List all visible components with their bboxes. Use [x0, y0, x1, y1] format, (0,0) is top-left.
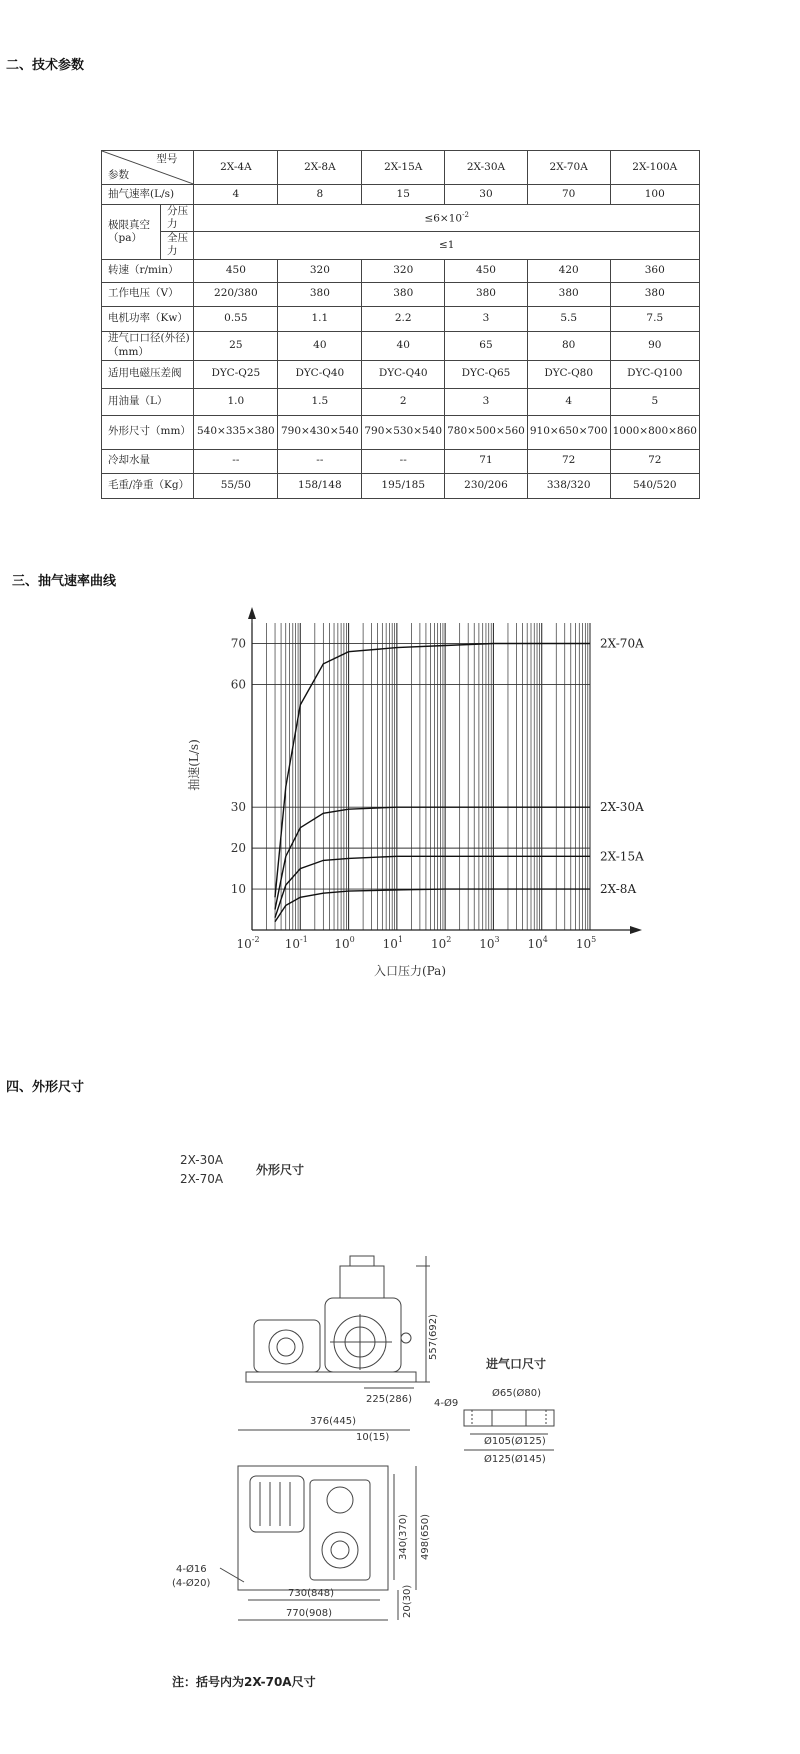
table-cell: 338/320	[527, 473, 610, 498]
header-model-label: 型号	[156, 153, 178, 165]
table-cell: 8	[278, 185, 362, 205]
drawing-model-2: 2X-70A	[180, 1172, 224, 1186]
inlet-d65-label: Ø65(Ø80)	[492, 1388, 541, 1399]
series-curve	[275, 807, 590, 909]
pump-plan-lower-inner	[331, 1541, 349, 1559]
table-cell: 4	[527, 388, 610, 415]
table-row	[102, 232, 700, 259]
spec-table	[101, 150, 700, 499]
inlet-holes-label: 4-Ø9	[434, 1398, 459, 1409]
pump-plan	[310, 1480, 370, 1580]
row-label: 转速（r/min）	[102, 259, 194, 282]
table-cell: 2	[362, 388, 445, 415]
table-row	[102, 360, 700, 388]
table-cell: 195/185	[362, 473, 445, 498]
table-cell: 450	[445, 259, 528, 282]
table-cell: 1.1	[278, 306, 362, 331]
table-row	[102, 306, 700, 331]
table-cell: 360	[610, 259, 699, 282]
pump-body	[325, 1298, 401, 1372]
table-cell: DYC-Q25	[194, 360, 278, 388]
table-cell: 72	[527, 449, 610, 473]
table-cell: 230/206	[445, 473, 528, 498]
base-plate	[246, 1372, 416, 1382]
section-title-curve: 三、抽气速率曲线	[12, 574, 117, 589]
plan-view	[172, 1416, 431, 1620]
motor-plan	[250, 1476, 304, 1532]
table-cell: 5.5	[527, 306, 610, 331]
table-cell: 71	[445, 449, 528, 473]
table-cell: 790×430×540	[278, 415, 362, 449]
chart-grid	[252, 623, 590, 930]
model-header: 2X-4A	[194, 151, 278, 185]
table-cell: 1.5	[278, 388, 362, 415]
dim-557-label: 557(692)	[428, 1314, 439, 1360]
table-row	[102, 331, 700, 360]
x-tick-label: $10^{-2}$	[236, 935, 260, 951]
table-cell: 70	[527, 185, 610, 205]
model-header: 2X-15A	[362, 151, 445, 185]
partial-exponent: -2	[462, 210, 469, 219]
x-tick-label: $10^3$	[479, 935, 500, 951]
table-cell: 380	[610, 282, 699, 306]
row-label: 毛重/净重（Kg）	[102, 473, 194, 498]
row-sublabel: 分压力	[161, 205, 194, 232]
table-row	[102, 282, 700, 306]
table-cell: 2.2	[362, 306, 445, 331]
inlet-d125-label: Ø125(Ø145)	[484, 1454, 546, 1465]
dim-340-label: 340(370)	[398, 1514, 409, 1560]
x-tick-label: $10^{-1}$	[284, 935, 308, 951]
drawing-model-1: 2X-30A	[180, 1153, 224, 1167]
inlet-title: 进气口尺寸	[486, 1357, 547, 1371]
motor-end-circle	[269, 1330, 303, 1364]
x-tick-label: $10^2$	[430, 935, 452, 951]
dim-730-label: 730(848)	[288, 1588, 334, 1599]
dim-770-label: 770(908)	[286, 1608, 332, 1619]
table-row	[102, 185, 700, 205]
holes-label: 4-Ø16	[176, 1564, 207, 1575]
table-row	[102, 449, 700, 473]
section-title-specs: 二、技术参数	[6, 58, 85, 73]
header-param-label: 参数	[108, 168, 129, 181]
pumping-speed-chart	[180, 605, 660, 1000]
row-label: 用油量（L）	[102, 388, 194, 415]
table-row	[102, 259, 700, 282]
row-label: 工作电压（V）	[102, 282, 194, 306]
table-cell: DYC-Q80	[527, 360, 610, 388]
table-cell: 320	[362, 259, 445, 282]
row-label: 抽气速率(L/s)	[102, 185, 194, 205]
table-cell: 30	[445, 185, 528, 205]
table-cell: 420	[527, 259, 610, 282]
y-tick-label: 20	[230, 841, 246, 856]
x-tick-label: $10^5$	[575, 935, 597, 951]
table-cell: 40	[278, 331, 362, 360]
table-cell: 158/148	[278, 473, 362, 498]
flange-bore	[492, 1410, 526, 1426]
series-label: 2X-30A	[600, 800, 644, 815]
table-cell: 380	[445, 282, 528, 306]
table-cell: 450	[194, 259, 278, 282]
motor-hub-circle	[277, 1338, 295, 1356]
series-curve	[275, 889, 590, 922]
series-label: 2X-70A	[600, 636, 644, 651]
row-sublabel: 全压力	[161, 232, 194, 259]
model-header: 2X-8A	[278, 151, 362, 185]
series-curve	[275, 644, 590, 898]
table-cell: DYC-Q65	[445, 360, 528, 388]
x-tick-label: $10^4$	[527, 935, 548, 951]
table-cell: DYC-Q40	[362, 360, 445, 388]
x-axis-label: 入口压力(Pa)	[373, 964, 447, 978]
table-cell: 7.5	[610, 306, 699, 331]
drawing-title: 外形尺寸	[256, 1163, 305, 1177]
leader-holes	[220, 1568, 244, 1582]
table-cell: --	[362, 449, 445, 473]
table-cell: DYC-Q40	[278, 360, 362, 388]
table-cell: 25	[194, 331, 278, 360]
table-cell-total-pressure: ≤1	[194, 232, 700, 259]
table-cell: --	[194, 449, 278, 473]
dim-10-label: 10(15)	[356, 1432, 390, 1443]
table-cell: 220/380	[194, 282, 278, 306]
dim-225-label: 225(286)	[366, 1394, 412, 1405]
table-cell-partial-pressure	[194, 205, 700, 232]
table-cell: 3	[445, 306, 528, 331]
dim-498-label: 498(650)	[420, 1514, 431, 1560]
partial-value: ≤6×10	[424, 212, 463, 225]
table-cell: 40	[362, 331, 445, 360]
row-label: 冷却水量	[102, 449, 194, 473]
model-header: 2X-70A	[527, 151, 610, 185]
model-header: 2X-100A	[610, 151, 699, 185]
table-cell: --	[278, 449, 362, 473]
table-cell: 100	[610, 185, 699, 205]
table-cell: 780×500×560	[445, 415, 528, 449]
chart-series	[275, 644, 590, 922]
table-cell: 1.0	[194, 388, 278, 415]
drain-knob	[401, 1333, 411, 1343]
model-header: 2X-30A	[445, 151, 528, 185]
table-cell: 80	[527, 331, 610, 360]
table-cell: 3	[445, 388, 528, 415]
table-header-row	[102, 151, 700, 185]
y-tick-label: 30	[230, 800, 246, 815]
table-cell: 55/50	[194, 473, 278, 498]
y-tick-label: 60	[230, 677, 246, 692]
outline-dimension-svg	[160, 1140, 640, 1740]
row-label: 极限真空（pa）	[102, 205, 161, 260]
x-tick-label: $10^0$	[334, 935, 355, 951]
header-diagonal-cell	[102, 151, 194, 185]
table-cell: 540/520	[610, 473, 699, 498]
pumping-speed-chart-svg	[180, 605, 660, 1000]
row-label: 电机功率（Kw）	[102, 306, 194, 331]
table-cell: 65	[445, 331, 528, 360]
table-cell: 910×650×700	[527, 415, 610, 449]
series-label: 2X-8A	[600, 882, 637, 897]
row-label: 外形尺寸（mm）	[102, 415, 194, 449]
table-row	[102, 388, 700, 415]
y-axis-label: 抽速(L/s)	[187, 739, 201, 791]
table-cell: 790×530×540	[362, 415, 445, 449]
row-label: 适用电磁压差阀	[102, 360, 194, 388]
inlet-flange	[350, 1256, 374, 1266]
inlet-flange-view	[434, 1356, 554, 1465]
x-axis-arrow-icon	[630, 926, 642, 934]
table-cell: 380	[278, 282, 362, 306]
table-cell: 320	[278, 259, 362, 282]
table-cell: 4	[194, 185, 278, 205]
series-label: 2X-15A	[600, 849, 644, 864]
x-tick-label: $10^1$	[382, 935, 404, 951]
pump-plan-upper-circle	[327, 1487, 353, 1513]
side-elevation-view	[246, 1256, 439, 1405]
table-row	[102, 415, 700, 449]
y-axis-arrow-icon	[248, 607, 256, 619]
table-cell: 540×335×380	[194, 415, 278, 449]
dim-376-label: 376(445)	[310, 1416, 356, 1427]
table-row	[102, 473, 700, 498]
series-curve	[275, 856, 590, 917]
pump-plan-lower-circle	[322, 1532, 358, 1568]
table-cell: 0.55	[194, 306, 278, 331]
table-cell: 90	[610, 331, 699, 360]
drawing-note: 注：括号内为2X-70A尺寸	[172, 1675, 316, 1689]
inlet-d105-label: Ø105(Ø125)	[484, 1436, 546, 1447]
row-label: 进气口口径(外径)（mm）	[102, 331, 194, 360]
table-cell: DYC-Q100	[610, 360, 699, 388]
table-cell: 5	[610, 388, 699, 415]
y-tick-label: 70	[230, 636, 246, 651]
dim-20-label: 20(30)	[402, 1584, 413, 1618]
y-tick-label: 10	[230, 882, 246, 897]
section-title-dimensions: 四、外形尺寸	[6, 1080, 85, 1095]
table-cell: 380	[362, 282, 445, 306]
outline-dimension-drawing	[160, 1140, 640, 1740]
table-row	[102, 205, 700, 232]
holes-label-alt: (4-Ø20)	[172, 1578, 211, 1589]
table-cell: 380	[527, 282, 610, 306]
table-cell: 1000×800×860	[610, 415, 699, 449]
table-cell: 72	[610, 449, 699, 473]
table-cell: 15	[362, 185, 445, 205]
pump-top-housing	[340, 1266, 384, 1298]
